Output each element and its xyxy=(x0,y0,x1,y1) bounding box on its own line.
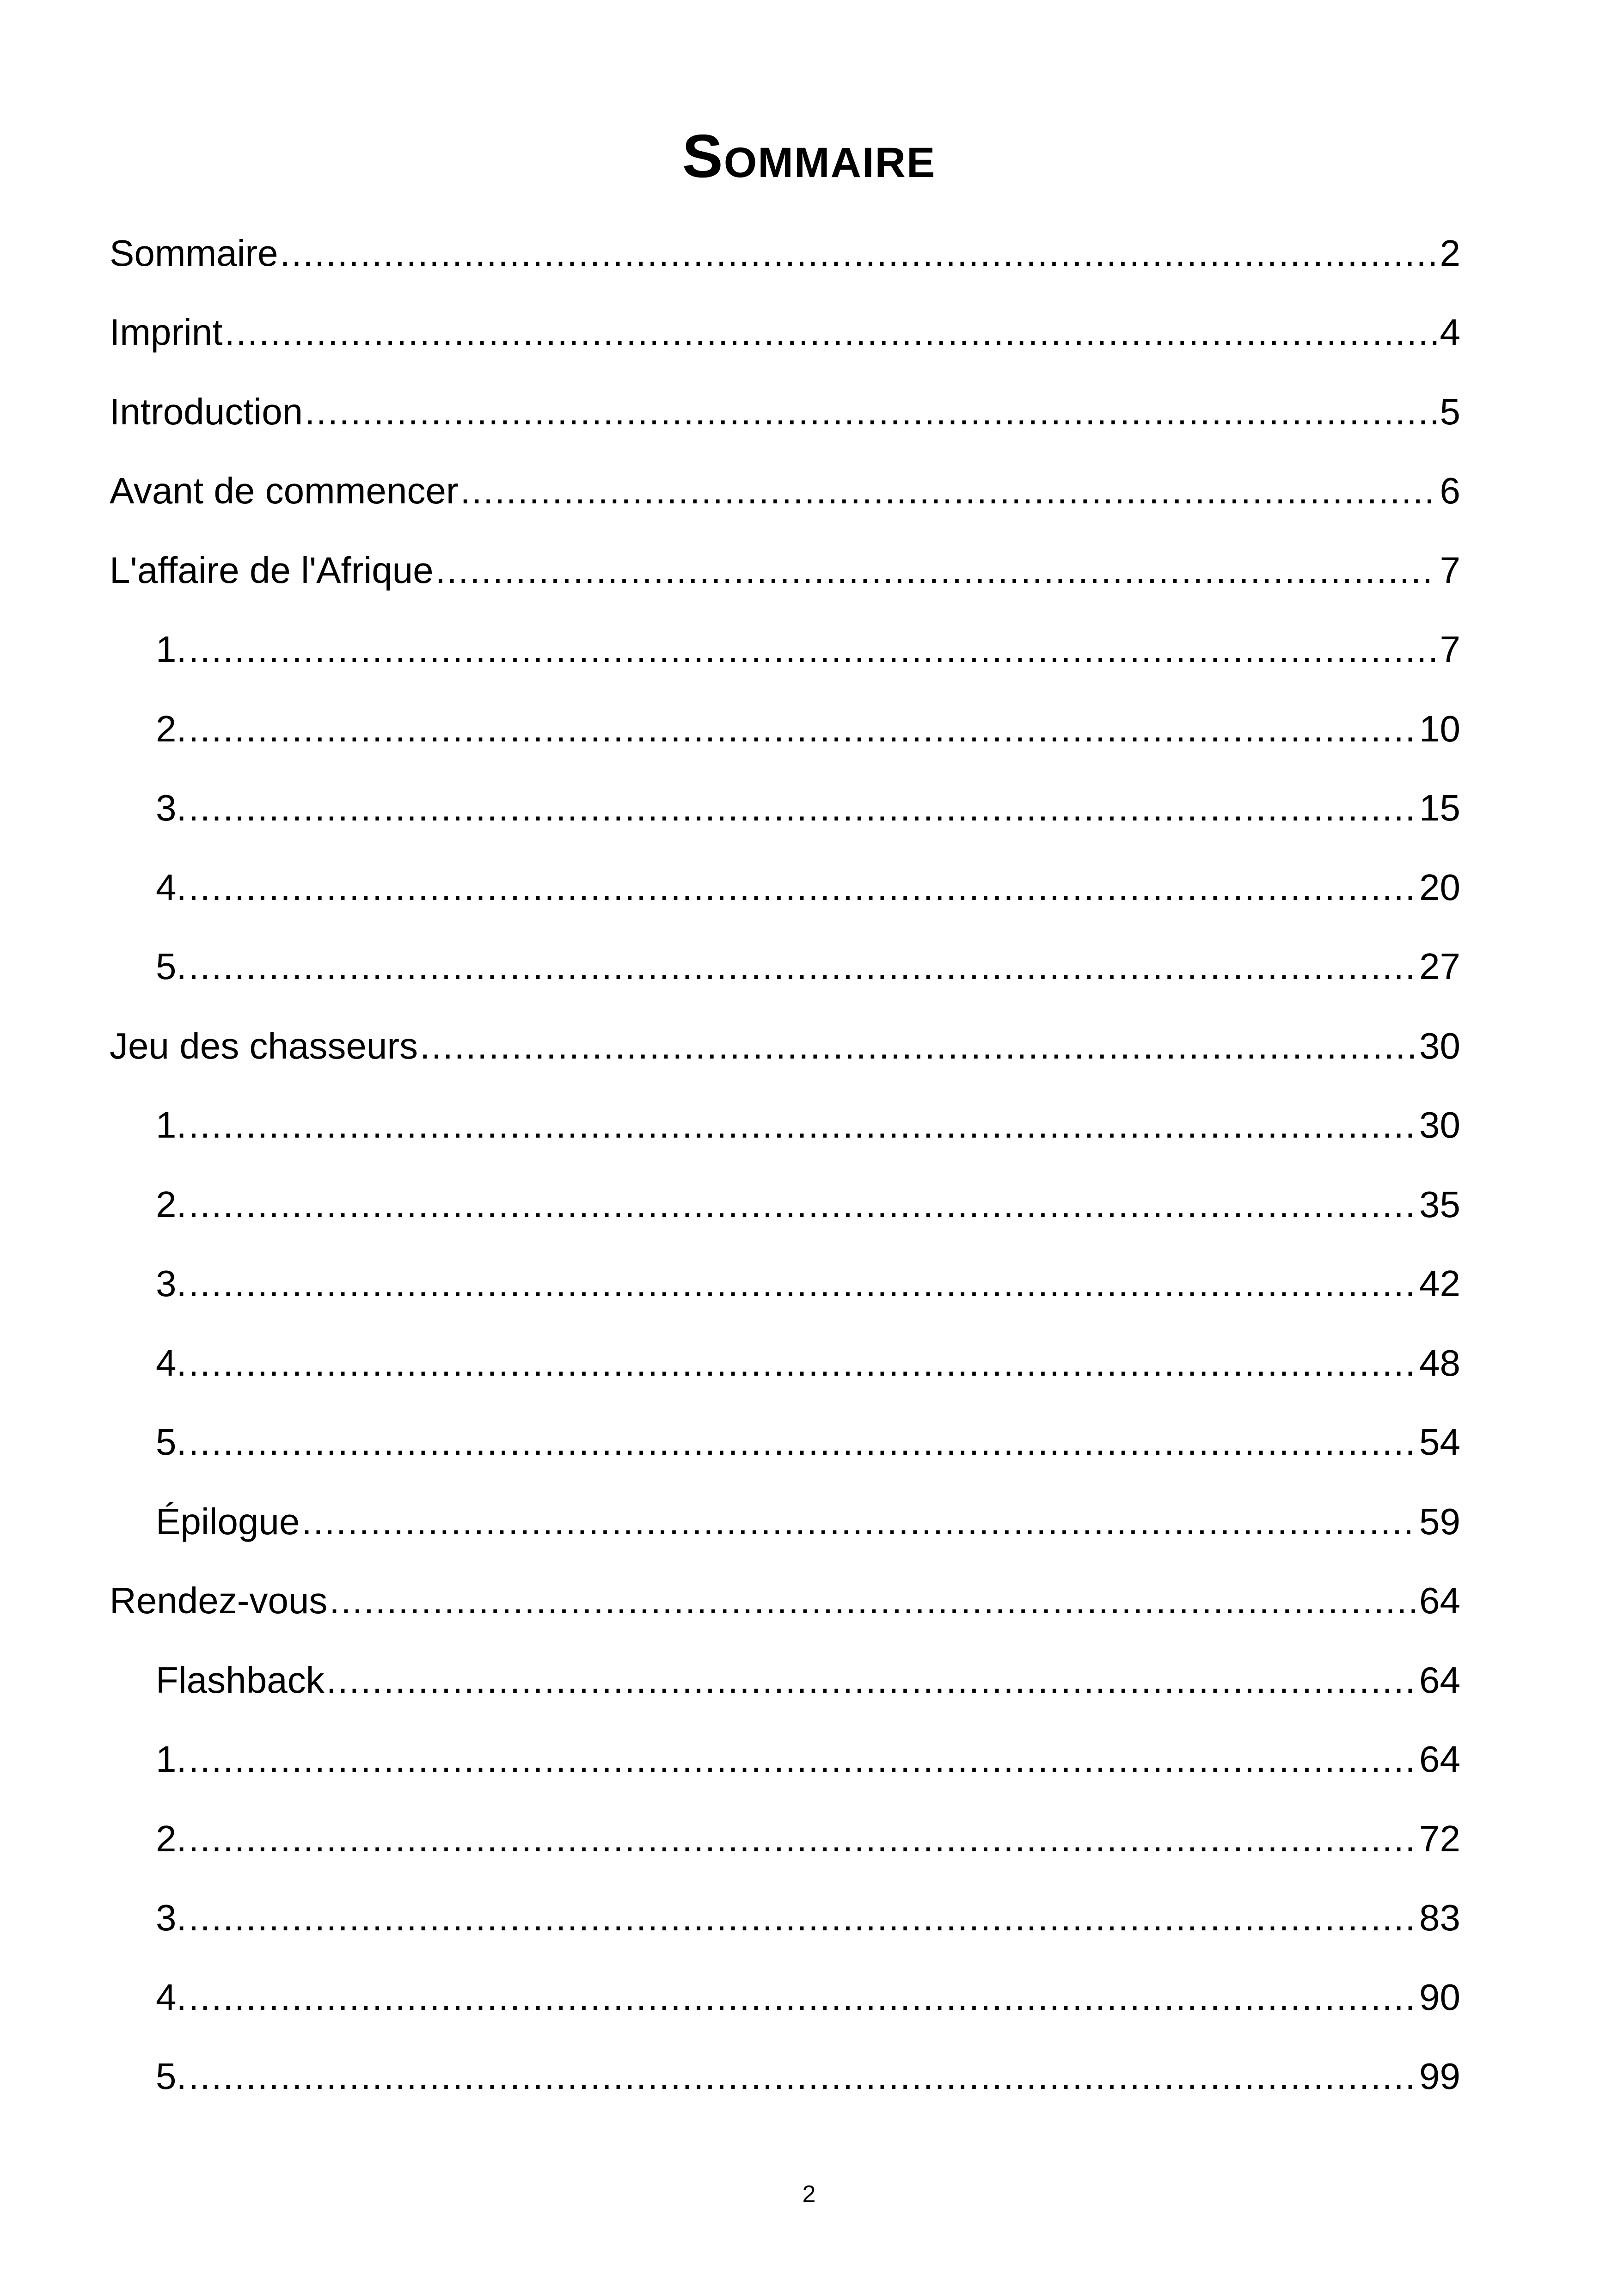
toc-entry-label: 4. xyxy=(156,866,187,908)
toc-entry-page-number: 35 xyxy=(1419,1183,1460,1225)
toc-entry-page-number: 54 xyxy=(1419,1421,1460,1463)
dot-leader xyxy=(189,706,1416,752)
dot-leader xyxy=(305,389,1437,435)
dot-leader xyxy=(326,1657,1416,1703)
toc-entry[interactable] xyxy=(110,1086,1460,1165)
toc-entry[interactable] xyxy=(110,610,1460,690)
toc-entry[interactable] xyxy=(110,1323,1460,1403)
dot-leader xyxy=(225,309,1437,355)
toc-entry-page-number: 15 xyxy=(1419,787,1460,829)
toc-entry-page-number: 7 xyxy=(1440,549,1460,591)
toc-entry[interactable] xyxy=(110,1006,1460,1086)
toc-entry-label: 1. xyxy=(156,629,187,670)
toc-entry-page-number: 64 xyxy=(1419,1659,1460,1701)
toc-entry-page-number: 4 xyxy=(1440,312,1460,353)
toc-entry-page-number: 7 xyxy=(1440,629,1460,670)
toc-entry-page-number: 64 xyxy=(1419,1739,1460,1780)
toc-entry[interactable] xyxy=(110,848,1460,927)
dot-leader xyxy=(189,1419,1416,1465)
toc-entry-page-number: 30 xyxy=(1419,1025,1460,1066)
page-number: 2 xyxy=(802,2181,816,2208)
toc-entry[interactable] xyxy=(110,1641,1460,1720)
toc-entry-page-number: 99 xyxy=(1419,2056,1460,2097)
toc-entry-label: 1. xyxy=(156,1739,187,1780)
toc-entry-label: 1. xyxy=(156,1104,187,1146)
toc-entry[interactable] xyxy=(110,293,1460,373)
toc-entry-page-number: 42 xyxy=(1419,1263,1460,1304)
toc-entry-label: 2. xyxy=(156,1183,187,1225)
toc-entry-label: L'affaire de l'Afrique xyxy=(110,549,434,591)
toc-entry-label: 5. xyxy=(156,946,187,987)
toc-entry-label: 2. xyxy=(156,708,187,749)
dot-leader xyxy=(301,1499,1416,1545)
toc-entry-page-number: 30 xyxy=(1419,1104,1460,1146)
toc-entry-label: 4. xyxy=(156,1342,187,1384)
toc-entry-page-number: 83 xyxy=(1419,1897,1460,1939)
toc-entry[interactable] xyxy=(110,214,1460,293)
dot-leader xyxy=(329,1578,1416,1624)
toc-entry-label: 3. xyxy=(156,1897,187,1939)
toc-entry[interactable] xyxy=(110,1244,1460,1324)
toc-entry-page-number: 90 xyxy=(1419,1976,1460,2018)
dot-leader xyxy=(189,2053,1416,2100)
toc-entry-label: Sommaire xyxy=(110,232,278,274)
dot-leader xyxy=(189,1340,1416,1386)
toc-entry-page-number: 20 xyxy=(1419,866,1460,908)
dot-leader xyxy=(189,1974,1416,2020)
toc-entry-label: 5. xyxy=(156,2056,187,2097)
toc-entry[interactable] xyxy=(110,531,1460,610)
toc-entry-page-number: 27 xyxy=(1419,946,1460,987)
toc-entry-label: Jeu des chasseurs xyxy=(110,1025,418,1066)
toc-entry-label: 5. xyxy=(156,1421,187,1463)
toc-entry-page-number: 10 xyxy=(1419,708,1460,749)
toc-entry[interactable] xyxy=(110,2037,1460,2117)
dot-leader xyxy=(189,864,1416,911)
toc-entry[interactable] xyxy=(110,689,1460,769)
toc-entry-label: Épilogue xyxy=(156,1500,300,1542)
toc-entry-label: 2. xyxy=(156,1818,187,1859)
dot-leader xyxy=(189,943,1416,990)
toc-entry-page-number: 5 xyxy=(1440,391,1460,432)
dot-leader xyxy=(189,1816,1416,1862)
dot-leader xyxy=(189,1895,1416,1941)
toc-entry[interactable] xyxy=(110,1403,1460,1482)
page-title: Sommaire xyxy=(682,122,936,190)
toc-entry-label: Imprint xyxy=(110,312,223,353)
dot-leader xyxy=(435,547,1437,594)
toc-entry-label: Introduction xyxy=(110,391,303,432)
toc-entry[interactable] xyxy=(110,927,1460,1007)
toc-entry[interactable] xyxy=(110,452,1460,531)
toc-entry-page-number: 2 xyxy=(1440,232,1460,274)
toc-entry[interactable] xyxy=(110,1482,1460,1561)
toc-entry-page-number: 72 xyxy=(1419,1818,1460,1859)
dot-leader xyxy=(189,1261,1416,1307)
toc-entry-label: Avant de commencer xyxy=(110,470,459,512)
table-of-contents xyxy=(110,214,1460,2116)
toc-entry-label: 3. xyxy=(156,787,187,829)
toc-entry[interactable] xyxy=(110,1720,1460,1800)
toc-entry[interactable] xyxy=(110,1165,1460,1244)
dot-leader xyxy=(420,1023,1416,1069)
toc-entry-page-number: 6 xyxy=(1440,470,1460,512)
toc-entry[interactable] xyxy=(110,769,1460,848)
toc-entry-label: 4. xyxy=(156,1976,187,2018)
dot-leader xyxy=(189,626,1437,673)
toc-entry[interactable] xyxy=(110,1879,1460,1958)
dot-leader xyxy=(189,1102,1416,1148)
dot-leader xyxy=(189,785,1416,831)
toc-entry[interactable] xyxy=(110,1958,1460,2037)
dot-leader xyxy=(460,468,1437,514)
toc-entry[interactable] xyxy=(110,372,1460,452)
dot-leader xyxy=(280,230,1437,276)
toc-entry-page-number: 48 xyxy=(1419,1342,1460,1384)
toc-entry[interactable] xyxy=(110,1799,1460,1879)
toc-entry[interactable] xyxy=(110,1561,1460,1641)
dot-leader xyxy=(189,1736,1416,1782)
dot-leader xyxy=(189,1182,1416,1228)
toc-entry-label: 3. xyxy=(156,1263,187,1304)
toc-entry-label: Rendez-vous xyxy=(110,1580,328,1622)
toc-entry-label: Flashback xyxy=(156,1659,325,1701)
toc-entry-page-number: 59 xyxy=(1419,1500,1460,1542)
toc-entry-page-number: 64 xyxy=(1419,1580,1460,1622)
